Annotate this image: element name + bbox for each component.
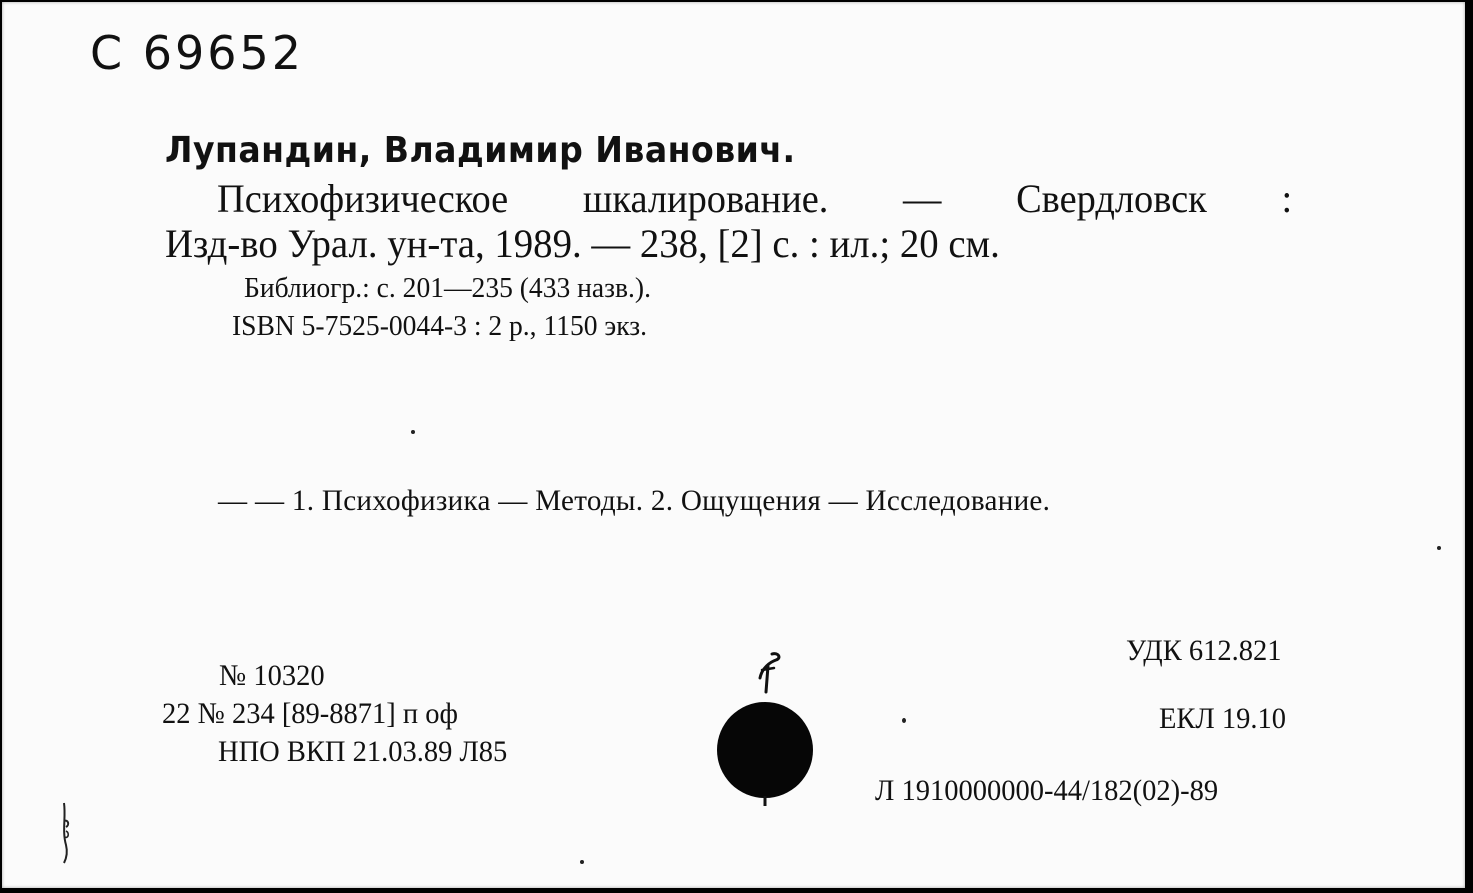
udk-code: УДК 612.821: [1126, 634, 1282, 667]
card-number: № 10320: [219, 659, 325, 692]
author-name: Лупандин, Владимир Иванович.: [165, 130, 796, 171]
speck: [902, 718, 906, 723]
bibliography-note: Библиогр.: с. 201—235 (433 назв.).: [244, 272, 651, 304]
title-dash: —: [903, 176, 942, 221]
title-colon: :: [1281, 176, 1293, 221]
catalog-card: [2, 2, 1465, 888]
title-word: шкалирование.: [582, 176, 829, 221]
order-number: 22 № 234 [89-8871] п оф: [162, 697, 459, 730]
speck: [1437, 546, 1441, 550]
speck: [580, 860, 584, 864]
subject-headings: — — 1. Психофизика — Методы. 2. Ощущения — Исследование.: [218, 484, 1051, 517]
isbn-line: ISBN 5-7525-0044-3 : 2 р., 1150 экз.: [232, 310, 648, 342]
title-word: Свердловск: [1016, 176, 1207, 221]
title-line-1: [217, 175, 1292, 222]
printer-info: НПО ВКП 21.03.89 Л85: [218, 735, 508, 768]
call-number: С 69652: [90, 26, 305, 80]
punch-hole-mark: [702, 632, 832, 817]
title-word: Психофизическое: [217, 176, 509, 221]
publication-info: Изд-во Урал. ун-та, 1989. — 238, [2] с. : ил.; 20 см.: [165, 221, 1000, 266]
speck: [411, 430, 415, 434]
ekl-code: ЕКЛ 19.10: [1159, 702, 1287, 735]
handwritten-mark: [54, 797, 84, 867]
l-code: Л 1910000000-44/182(02)-89: [875, 774, 1219, 807]
